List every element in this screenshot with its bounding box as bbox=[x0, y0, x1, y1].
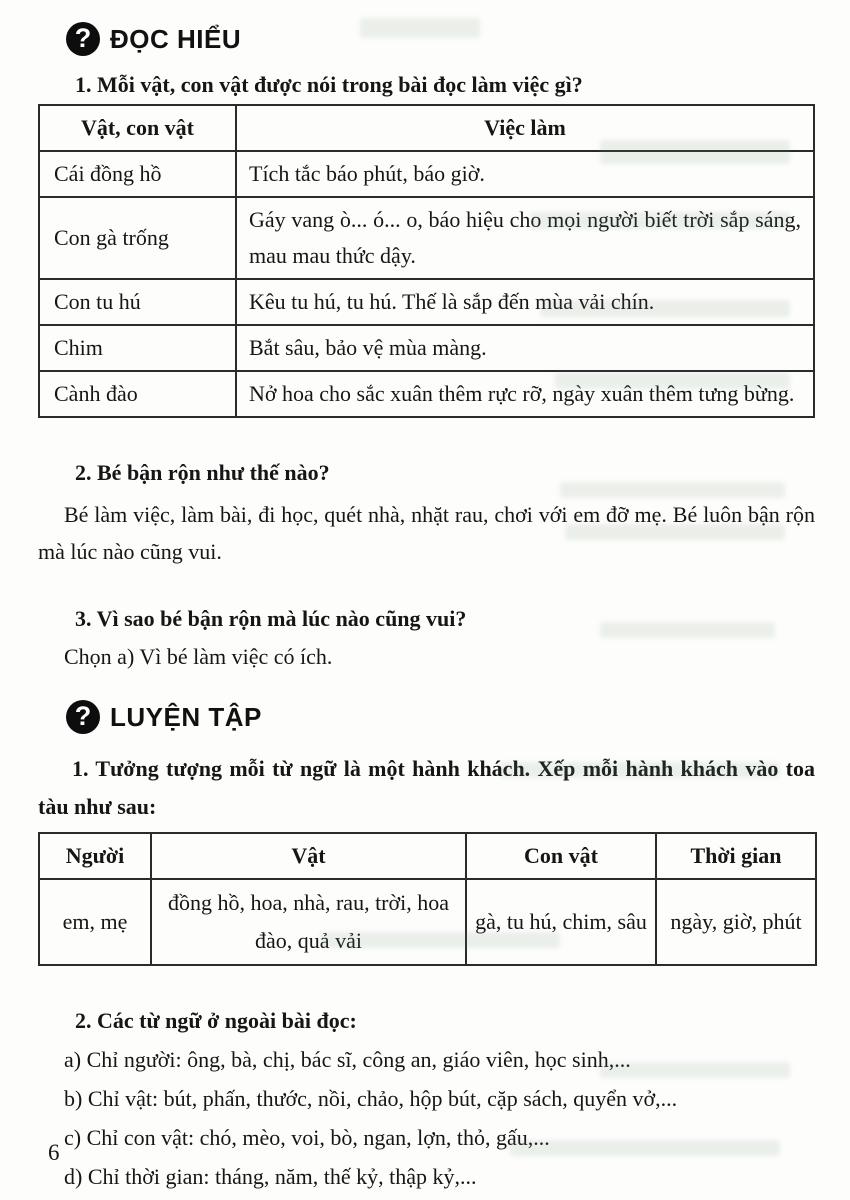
table-cell: Con gà trống bbox=[39, 197, 236, 279]
reading-comprehension-table bbox=[38, 104, 815, 418]
list-item-c: c) Chỉ con vật: chó, mèo, voi, bò, ngan, lợn, thỏ, gấu,... bbox=[64, 1125, 550, 1150]
list-item-d: d) Chỉ thời gian: tháng, năm, thế kỷ, thập kỷ,... bbox=[64, 1164, 477, 1189]
table-cell: Gáy vang ò... ó... o, báo hiệu cho mọi người biết trời sắp sáng, mau mau thức dậy. bbox=[236, 197, 814, 279]
question-mark-icon: ? bbox=[66, 700, 100, 734]
table-cell: Cái đồng hồ bbox=[39, 151, 236, 197]
table-header-cell: Người bbox=[39, 833, 151, 879]
table-header-cell: Thời gian bbox=[656, 833, 816, 879]
table-cell: Cành đào bbox=[39, 371, 236, 417]
exercise-2-heading: 2. Các từ ngữ ở ngoài bài đọc: bbox=[75, 1008, 357, 1033]
table-row bbox=[39, 325, 814, 371]
table-header-cell: Vật bbox=[151, 833, 466, 879]
word-sorting-table bbox=[38, 832, 817, 966]
section-title-doc-hieu: ĐỌC HIỂU bbox=[110, 23, 242, 54]
question-1-heading: 1. Mỗi vật, con vật được nói trong bài đọc làm việc gì? bbox=[75, 72, 583, 97]
table-row bbox=[39, 879, 816, 965]
table-cell: đồng hồ, hoa, nhà, rau, trời, hoa đào, quả vải bbox=[151, 879, 466, 965]
table-header-cell: Vật, con vật bbox=[39, 105, 236, 151]
table-cell: Tích tắc báo phút, báo giờ. bbox=[236, 151, 814, 197]
list-item-b: b) Chỉ vật: bút, phấn, thước, nồi, chảo, hộp bút, cặp sách, quyển vở,... bbox=[64, 1086, 678, 1111]
table-header-row bbox=[39, 105, 814, 151]
question-mark-icon: ? bbox=[66, 22, 100, 56]
section-header-doc-hieu bbox=[66, 22, 815, 56]
section-title-luyen-tap: LUYỆN TẬP bbox=[110, 701, 262, 732]
list-item-a: a) Chỉ người: ông, bà, chị, bác sĩ, công an, giáo viên, học sinh,... bbox=[64, 1047, 631, 1072]
table-header-cell: Con vật bbox=[466, 833, 656, 879]
question-3-heading: 3. Vì sao bé bận rộn mà lúc nào cũng vui? bbox=[75, 606, 467, 631]
table-cell: Con tu hú bbox=[39, 279, 236, 325]
exercise-1-heading: 1. Tưởng tượng mỗi từ ngữ là một hành khách. Xếp mỗi hành khách vào toa tàu như sau: bbox=[38, 756, 815, 819]
table-row bbox=[39, 371, 814, 417]
table-cell: ngày, giờ, phút bbox=[656, 879, 816, 965]
table-header-row bbox=[39, 833, 816, 879]
table-row bbox=[39, 197, 814, 279]
question-2-heading: 2. Bé bận rộn như thế nào? bbox=[75, 460, 330, 485]
table-cell: Chim bbox=[39, 325, 236, 371]
table-row bbox=[39, 279, 814, 325]
table-cell: Nở hoa cho sắc xuân thêm rực rỡ, ngày xuân thêm tưng bừng. bbox=[236, 371, 814, 417]
table-header-cell: Việc làm bbox=[236, 105, 814, 151]
table-cell: Bắt sâu, bảo vệ mùa màng. bbox=[236, 325, 814, 371]
question-3-answer: Chọn a) Vì bé làm việc có ích. bbox=[64, 644, 333, 669]
section-header-luyen-tap bbox=[66, 700, 815, 734]
page-number: 6 bbox=[48, 1140, 60, 1165]
table-cell: em, mẹ bbox=[39, 879, 151, 965]
question-2-answer: Bé làm việc, làm bài, đi học, quét nhà, nhặt rau, chơi với em đỡ mẹ. Bé luôn bận rộn mà lúc nào cũng vui. bbox=[38, 502, 815, 564]
table-row bbox=[39, 151, 814, 197]
table-cell: gà, tu hú, chim, sâu bbox=[466, 879, 656, 965]
table-cell: Kêu tu hú, tu hú. Thế là sắp đến mùa vải chín. bbox=[236, 279, 814, 325]
